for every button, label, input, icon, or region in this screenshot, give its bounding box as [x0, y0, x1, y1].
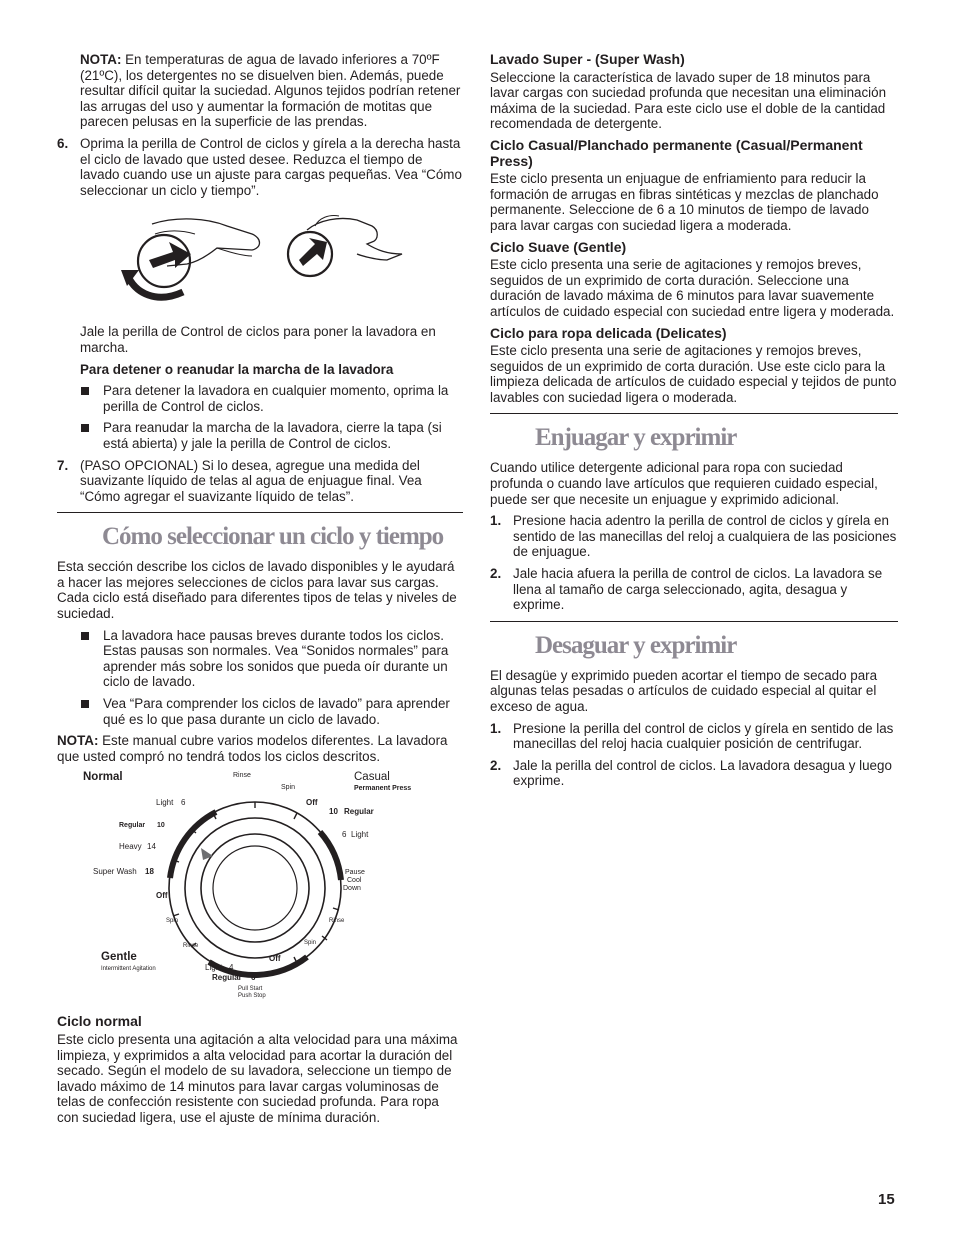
- step-text: Jale la perilla del control de ciclos. La lavadora desagua y luego exprime.: [513, 757, 892, 789]
- rinse-step: [490, 566, 898, 613]
- list-item: [57, 383, 463, 414]
- step-number: 1.: [490, 720, 502, 736]
- list-item: [57, 420, 463, 451]
- note-paragraph: [57, 52, 463, 130]
- label-pause: Pause: [345, 869, 365, 877]
- label-regular: Regular: [344, 807, 374, 817]
- label-off: Off: [156, 891, 168, 901]
- step-text: Jale hacia afuera la perilla de control de ciclos. La lavadora se llena al tamaño de carga seleccionado, agita, desagua y exprime.: [513, 566, 883, 613]
- list-item-text: La lavadora hace pausas breves durante todos los ciclos. Estas pausas son normales. Vea “Sonidos normales” para aprender más sobre los sonidos que pueda oír durante un ciclo de lavado.: [103, 627, 449, 690]
- label-casual: Casual: [354, 771, 390, 784]
- label-rinse: Rinse: [183, 943, 199, 950]
- section-title: Cómo seleccionar un ciclo y tiempo: [102, 523, 444, 551]
- label-spin: Spin: [304, 940, 317, 947]
- label-light-num: 4: [229, 963, 234, 973]
- divider: [490, 621, 898, 622]
- gentle-text: Este ciclo presenta una serie de agitaciones y remojos breves, seguidos de un exprimido de corta duración. Seleccione una duración de lavado máxima de 6 minutos para lavar suavemente artículos de cuidado especial con suciedad entre ligera y moderada.: [490, 257, 895, 319]
- label-off: Off: [306, 798, 318, 808]
- gentle-heading: Ciclo Suave (Gentle): [490, 238, 627, 255]
- label-push-stop: Push Stop: [238, 993, 266, 1000]
- label-regular: Regular: [119, 822, 146, 830]
- label-intermittent-agitation: Intermittent Agitation: [101, 966, 156, 973]
- rinse-step: [490, 513, 898, 560]
- bullet-icon: [81, 632, 89, 640]
- divider: [490, 413, 898, 414]
- bullet-icon: [81, 424, 89, 432]
- section-intro: Esta sección describe los ciclos de lavado disponibles y le ayudará a hacer las mejores selecciones de ciclos para lavar sus cargas. Cada ciclo está diseñado para diferentes tipos de telas y niveles de suciedad.: [57, 559, 457, 622]
- list-item-text: Vea “Para comprender los ciclos de lavado” para aprender qué es lo que pasa durante un ciclo de lavado.: [103, 696, 450, 727]
- drain-intro: El desagüe y exprimido pueden acortar el tiempo de secado para algunas telas pesadas o artículos de cuidado especial al quitar el exceso de agua.: [490, 667, 878, 714]
- label-super-wash-num: 18: [145, 867, 154, 877]
- label-pull-start: Pull Start: [238, 986, 263, 993]
- label-rinse: Rinse: [233, 772, 251, 780]
- list-item: [57, 696, 463, 727]
- label-permanent-press: Permanent Press: [354, 785, 412, 793]
- normal-text: Este ciclo presenta una agitación a alta velocidad para una máxima limpieza, y exprimidos a alta velocidad para acortar la duración del secado. Según el modelo de su lavadora, seleccione un tiempo de lavado máximo de 14 minutos para lavar cargas voluminosas de telas de confección resistente con suciedad profunda. Para ropa con suciedad ligera, use el ajuste de mínima duración.: [57, 1032, 458, 1125]
- label-super-wash: Super Wash: [93, 867, 137, 877]
- normal-heading: Ciclo normal: [57, 1013, 142, 1030]
- step-7: [57, 458, 463, 505]
- note-text: En temperaturas de agua de lavado inferiores a 70ºF (21ºC), los detergentes no se disuelven bien. Además, puede resultar difícil quitar la suciedad. Algunos tejidos podrían retener las arrugas del uso y aumentar la formación de motitas que parecen pelusas en la superficie de las prendas.: [80, 52, 461, 130]
- step-text: Presione hacia adentro la perilla de control de ciclos y gírela en sentido de las manecillas del reloj a cualquiera de las posiciones de enjuague.: [513, 513, 897, 560]
- step-text: Presione la perilla del control de ciclos y gírela en sentido de las manecillas del reloj hacia cualquier posición de centrifugar.: [513, 720, 894, 752]
- rinse-intro: Cuando utilice detergente adicional para ropa con suciedad profunda o cuando lave artículos que requieren cuidado especial, puede ser que necesite un enjuague y exprimido adicional.: [490, 460, 878, 507]
- label-regular-num: 10: [329, 807, 338, 817]
- left-column: [57, 52, 463, 1132]
- page-number: 15: [878, 1191, 895, 1208]
- step-number: 2.: [490, 757, 502, 773]
- label-regular: Regular: [212, 973, 242, 983]
- label-regular-num: 10: [157, 822, 165, 830]
- label-down: Down: [343, 885, 361, 893]
- note-label: NOTA:: [80, 52, 122, 67]
- note-label: NOTA:: [57, 733, 99, 749]
- rinse-title: Enjuagar y exprimir: [535, 424, 737, 452]
- label-rinse: Rinse: [329, 918, 345, 925]
- label-light: Light: [156, 798, 174, 808]
- step-6: [57, 136, 463, 198]
- delicates-text: Este ciclo presenta una serie de agitaciones y remojos breves, seguidos de un exprimido de corta duración. Use este ciclo para la limpieza delicada de artículos de cuidado especial y tejidos de punto lavables con suciedad ligera o moderada.: [490, 343, 897, 405]
- label-spin: Spin: [166, 918, 179, 925]
- step-number: 1.: [490, 513, 502, 529]
- delicates-heading: Ciclo para ropa delicada (Delicates): [490, 324, 727, 341]
- right-column: [490, 52, 898, 795]
- stop-heading: Para detener o reanudar la marcha de la lavadora: [80, 361, 394, 377]
- drain-step: [490, 758, 898, 789]
- label-light-num: 6: [181, 798, 186, 808]
- note-paragraph: [57, 733, 463, 764]
- step-text: Oprima la perilla de Control de ciclos y gírela a la derecha hasta el ciclo de lavado que usted desee. Reduzca el tiempo de lavado cuando use un ajuste para cargas pequeñas. Vea “Cómo seleccionar un ciclo y tiempo”.: [80, 135, 462, 198]
- label-heavy-num: 14: [147, 842, 156, 852]
- pull-paragraph: Jale la perilla de Control de ciclos para poner la lavadora en marcha.: [80, 324, 436, 355]
- casual-heading: Ciclo Casual/Planchado permanente (Casual/Permanent Press): [490, 136, 863, 169]
- cycle-dial: [57, 770, 463, 1010]
- list-item-text: Para detener la lavadora en cualquier momento, oprima la perilla de Control de ciclos.: [103, 383, 449, 414]
- label-heavy: Heavy: [119, 842, 142, 852]
- casual-text: Este ciclo presenta un enjuague de enfriamiento para reducir la formación de arrugas en fibras sintéticas y mezclas de planchado permanente. Seleccione de 6 a 10 minutos de tiempo de lavado para lavar cargas con suciedad ligera a moderada.: [490, 171, 879, 233]
- label-regular-num: 6: [251, 973, 256, 983]
- label-cool: Cool: [347, 877, 362, 885]
- cycle-dial-diagram: [57, 770, 463, 1010]
- step-number: 7.: [57, 457, 69, 473]
- divider: [57, 512, 463, 513]
- drain-title: Desaguar y exprimir: [535, 631, 737, 659]
- label-spin: Spin: [281, 784, 296, 792]
- bullet-icon: [81, 700, 89, 708]
- hand-turning-knob-image: [57, 204, 463, 316]
- step-number: 6.: [57, 135, 69, 151]
- super-wash-text: Seleccione la característica de lavado super de 18 minutos para lavar cargas con suciedad profunda que necesitan una eliminación máxima de la suciedad. Para este ciclo use el doble de la cantidad recomendada de detergente.: [490, 69, 887, 132]
- step-text: (PASO OPCIONAL) Si lo desea, agregue una medida del suavizante líquido de telas al agua de enjuague final. Vea “Cómo agregar el suavizante líquido de telas”.: [80, 457, 422, 504]
- label-light: Light: [351, 830, 369, 840]
- list-item: [57, 628, 463, 690]
- label-normal: Normal: [83, 771, 123, 784]
- step-number: 2.: [490, 566, 502, 582]
- label-gentle: Gentle: [101, 951, 137, 964]
- drain-step: [490, 721, 898, 752]
- label-light-num: 6: [342, 830, 347, 840]
- knob-illustration: [57, 204, 463, 316]
- note-text: Este manual cubre varios modelos diferentes. La lavadora que usted compró no tendrá todos los ciclos descritos.: [57, 733, 448, 764]
- label-off: Off: [269, 954, 281, 964]
- label-light: Light: [205, 963, 223, 973]
- list-item-text: Para reanudar la marcha de la lavadora, cierre la tapa (si está abierta) y jale la perilla de Control de ciclos.: [103, 420, 442, 451]
- bullet-icon: [81, 387, 89, 395]
- super-wash-heading: Lavado Super - (Super Wash): [490, 51, 685, 67]
